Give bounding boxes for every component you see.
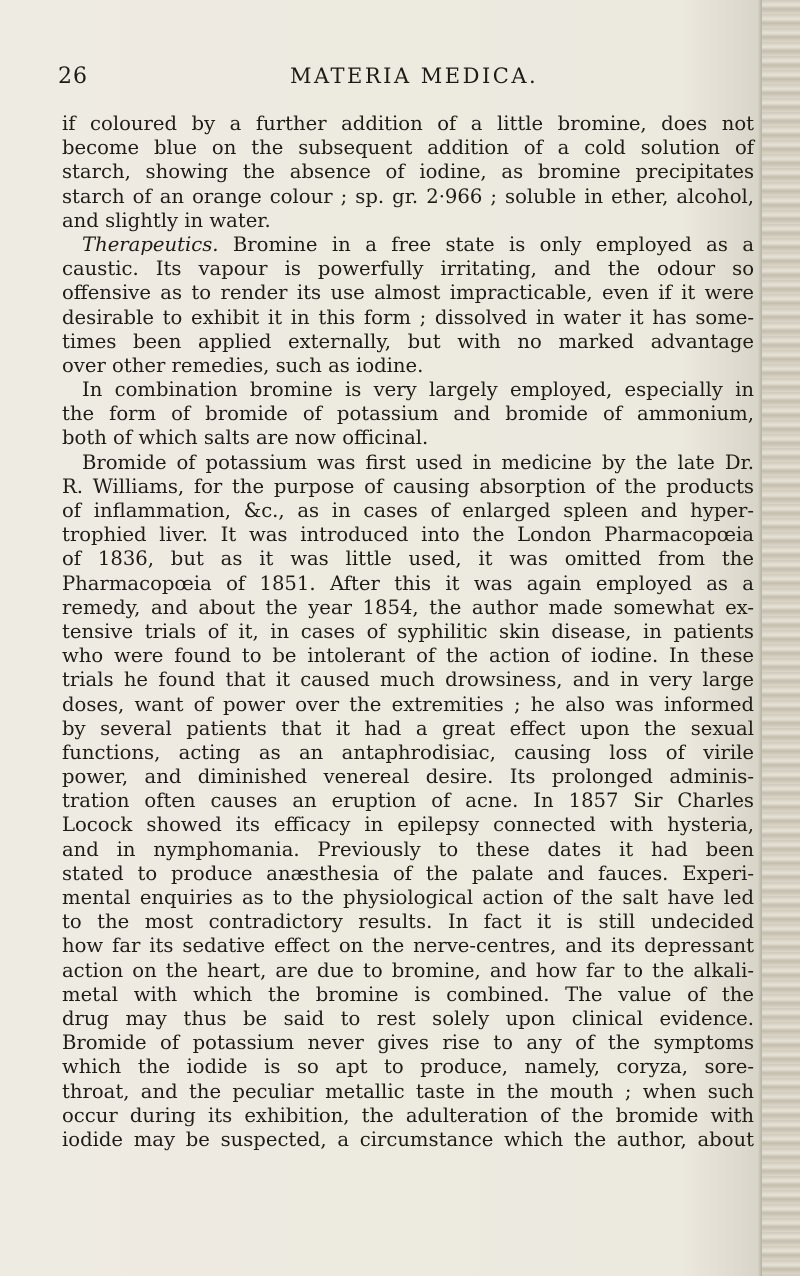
text-line — [62, 426, 754, 450]
text-line-content: caustic. Its vapour is powerfully irritating, and the odour so — [62, 257, 754, 281]
text-line — [62, 838, 754, 862]
text-line — [62, 910, 754, 934]
text-line — [62, 983, 754, 1007]
text-line-content: the form of bromide of potassium and bromide of ammonium, — [62, 402, 754, 426]
text-line — [62, 741, 754, 765]
text-line-content: functions, acting as an antaphrodisiac, causing loss of virile — [62, 740, 754, 764]
text-line-content: if coloured by a further addition of a little bromine, does not — [62, 112, 754, 135]
text-line-content: tration often causes an eruption of acne. In 1857 Sir Charles — [62, 789, 754, 813]
body-text — [62, 112, 754, 1152]
text-line — [62, 306, 754, 330]
text-line-content: both of which salts are now officinal. — [62, 426, 429, 450]
text-line — [62, 813, 754, 837]
text-line-content: Bromide of potassium never gives rise to any of the symptoms — [62, 1031, 754, 1055]
text-line-content: which the iodide is so apt to produce, namely, coryza, sore- — [62, 1055, 754, 1079]
text-line-content: mental enquiries as to the physiological action of the salt have led — [62, 886, 754, 909]
text-line — [62, 862, 754, 886]
text-line-content: become blue on the subsequent addition of a cold solution of — [62, 136, 754, 160]
text-line-content: tensive trials of it, in cases of syphilitic skin disease, in patients — [62, 619, 754, 643]
text-line — [62, 572, 754, 596]
text-line-content: trophied liver. It was introduced into the London Pharmacopœia — [62, 523, 754, 547]
text-line — [62, 257, 754, 281]
text-line-content: throat, and the peculiar metallic taste in the mouth ; when such — [62, 1079, 754, 1103]
page-edge — [762, 0, 800, 1276]
text-line-content: of 1836, but as it was little used, it was omitted from the — [62, 547, 754, 571]
text-line — [62, 185, 754, 209]
running-head: MATERIA MEDICA. — [290, 64, 539, 88]
text-line — [62, 547, 754, 571]
text-line-content: Bromine in a free state is only employed as a — [218, 232, 754, 256]
text-line — [62, 160, 754, 184]
text-line — [62, 281, 754, 305]
text-line-content: Locock showed its efficacy in epilepsy connected with hysteria, — [62, 813, 754, 837]
text-line — [62, 959, 754, 983]
text-line — [62, 596, 754, 620]
text-line — [62, 402, 754, 426]
text-line-content: power, and diminished venereal desire. Its prolonged adminis- — [62, 765, 754, 789]
text-line-content: doses, want of power over the extremities ; he also was informed — [62, 692, 754, 716]
text-line — [62, 717, 754, 741]
text-line-content: remedy, and about the year 1854, the author made somewhat ex- — [62, 595, 754, 619]
text-line-content: stated to produce anæsthesia of the palate and fauces. Experi- — [62, 861, 754, 885]
text-line-content: over other remedies, such as iodine. — [62, 353, 424, 377]
text-line-content: offensive as to render its use almost impracticable, even if it were — [62, 281, 754, 305]
text-line — [62, 1055, 754, 1079]
text-line-content: and slightly in water. — [62, 208, 271, 232]
text-line-content: of inflammation, &c., as in cases of enlarged spleen and hyper- — [62, 499, 754, 522]
text-line-content: occur during its exhibition, the adulteration of the bromide with — [62, 1103, 754, 1127]
text-line-content: metal with which the bromine is combined. The value of the — [62, 982, 754, 1006]
text-line-content: iodide may be suspected, a circumstance which the author, about — [62, 1127, 754, 1151]
text-line — [62, 1007, 754, 1031]
text-line-content: R. Williams, for the purpose of causing absorption of the products — [62, 474, 754, 498]
text-line-content: In combination bromine is very largely employed, especially in — [82, 378, 754, 402]
text-line — [62, 789, 754, 813]
text-line-content: action on the heart, are due to bromine, and how far to the alkali- — [62, 958, 754, 982]
text-line-content: who were found to be intolerant of the action of iodine. In these — [62, 644, 754, 668]
text-line — [62, 1104, 754, 1128]
text-line-content: to the most contradictory results. In fact it is still undecided — [62, 910, 754, 934]
text-line — [62, 136, 754, 160]
text-line — [62, 475, 754, 499]
text-line-content: desirable to exhibit it in this form ; dissolved in water it has some- — [62, 305, 754, 329]
text-line — [62, 1080, 754, 1104]
text-line — [62, 499, 754, 523]
text-line-content: and in nymphomania. Previously to these dates it had been — [62, 837, 754, 861]
text-line — [62, 693, 754, 717]
text-line — [62, 233, 754, 257]
text-line-content: trials he found that it caused much drowsiness, and in very large — [62, 668, 754, 692]
text-line — [62, 668, 754, 692]
text-line — [62, 354, 754, 378]
text-line-content: by several patients that it had a great effect upon the sexual — [62, 716, 754, 740]
text-line-content: times been applied externally, but with no marked advantage — [62, 329, 754, 353]
text-line — [62, 523, 754, 547]
text-line — [62, 886, 754, 910]
text-line — [62, 934, 754, 958]
text-line — [62, 620, 754, 644]
text-line-content: Bromide of potassium was first used in medicine by the late Dr. — [82, 450, 754, 474]
text-line — [62, 330, 754, 354]
text-line — [62, 112, 754, 136]
text-line — [62, 765, 754, 789]
text-line-content: Pharmacopœia of 1851. After this it was again employed as a — [62, 571, 754, 595]
text-line — [62, 1128, 754, 1152]
text-line — [62, 451, 754, 475]
page-header — [0, 58, 800, 98]
text-line-content: starch, showing the absence of iodine, as bromine precipitates — [62, 160, 754, 184]
text-line — [62, 378, 754, 402]
text-line-content: how far its sedative effect on the nerve-centres, and its depressant — [62, 934, 754, 958]
text-line — [62, 209, 754, 233]
text-line — [62, 644, 754, 668]
page-number: 26 — [58, 64, 88, 89]
text-line-content: starch of an orange colour ; sp. gr. 2·966 ; soluble in ether, alcohol, — [62, 184, 754, 208]
text-line-content: drug may thus be said to rest solely upon clinical evidence. — [62, 1006, 754, 1030]
section-heading: Therapeutics. — [82, 232, 219, 256]
text-line — [62, 1031, 754, 1055]
